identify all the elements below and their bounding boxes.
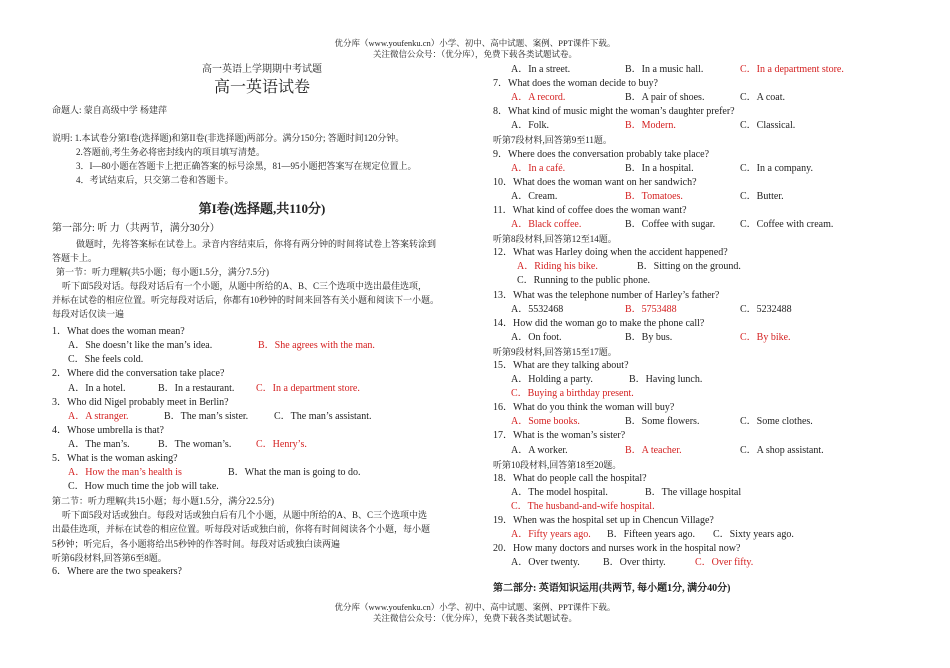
q19-option-c[interactable]: C．Sixty years ago. [713,529,794,541]
q12-option-b[interactable]: B．Sitting on the ground. [637,261,741,273]
q17-stem: 17．What is the woman’s sister? [493,430,626,442]
q18-option-a[interactable]: A．The model hospital. [511,486,608,498]
q6-option-a[interactable]: A．In a street. [511,64,571,75]
q15-option-b[interactable]: B．Having lunch. [629,374,703,386]
exam-subtitle: 高一英语上学期期中考试题 [202,64,322,75]
q5-stem: 5．What is the woman asking? [52,452,178,464]
q13-option-c[interactable]: C．5232488 [740,303,792,315]
q20-stem: 20．How many doctors and nurses work in the hospital now? [493,543,741,555]
section1-title: 第I卷(选择题,共110分) [198,201,326,217]
q10-stem: 10．What does the woman want on her sandwich? [493,176,697,188]
q19-option-a[interactable]: A．Fifty years ago. [511,529,591,541]
q13-option-a[interactable]: A．5532468 [511,303,564,315]
q10-option-b[interactable]: B．Tomatoes. [625,190,683,202]
sec2-desc-1: 听下面5段对话或独白。每段对话或独白后有几个小题，从题中所给的A、B、C三个选项中选 [62,510,428,521]
part1-title: 第一部分: 听 力（共两节，满分30分） [52,223,220,235]
sec1-desc-3: 每段对话仅读一遍 [52,309,125,320]
q20-option-c[interactable]: C．Over fifty. [695,557,754,569]
q8-stem: 8．What kind of music might the woman’s daughter prefer? [493,106,735,118]
q1-option-c[interactable]: C．She feels cold. [68,354,144,366]
exam-title: 高一英语试卷 [213,79,310,96]
q5-option-a[interactable]: A．How the man’s health is [68,467,182,479]
part2-title: 第二部分: 英语知识运用(共两节, 每小题1分, 满分40分) [493,583,731,595]
q3-stem: 3．Who did Nigel probably meet in Berlin? [52,396,229,408]
q3-option-a[interactable]: A．A stranger. [68,410,129,422]
q7-option-a[interactable]: A．A record. [511,92,566,104]
q11-option-c[interactable]: C．Coffee with cream. [740,219,834,231]
q3-option-b[interactable]: B．The man’s sister. [164,410,249,422]
q1-stem: 1．What does the woman mean? [52,326,185,338]
q5-option-c[interactable]: C．How much time the job will take. [68,481,219,493]
page-header-line2: 关注微信公众号：（优分库），免费下载各类试题试卷。 [372,49,577,59]
sec2-desc-3: 5秒钟；听完后，各小题将给出5秒钟的作答时间。每段对话或独白读两遍 [52,538,341,549]
material-8: 听第8段材料,回答第12至14题。 [493,234,617,245]
q14-stem: 14．How did the woman go to make the phone call? [493,317,705,329]
material-10: 听第10段材料,回答第18至20题。 [493,459,622,470]
q20-option-a[interactable]: A．Over twenty. [511,557,580,569]
q5-option-b[interactable]: B．What the man is going to do. [228,467,361,479]
sec1-title: 第一节：听力理解(共5小题；每小题1.5分，满分7.5分) [56,266,269,277]
q19-option-b[interactable]: B．Fifteen years ago. [607,529,696,541]
q3-option-c[interactable]: C．The man’s assistant. [274,410,372,422]
q6-option-c[interactable]: C．In a department store. [740,64,844,75]
q2-option-c[interactable]: C．In a department store. [256,382,360,394]
q13-stem: 13．What was the telephone number of Harley’s father? [493,289,720,301]
exam-note-1: 说明: 1.本试卷分第I卷(选择题)和第II卷(非选择题)两部分。满分150分; 答题时间120分钟。 [52,133,405,144]
q1-option-b[interactable]: B．She agrees with the man. [258,340,375,352]
q18-option-c[interactable]: C．The husband-and-wife hospital. [511,500,655,512]
sec2-title: 第二节：听力理解(共15小题；每小题1.5分，满分22.5分) [52,496,274,507]
q7-stem: 7．What does the woman decide to buy? [493,78,658,90]
q16-option-b[interactable]: B．Some flowers. [625,416,700,428]
q10-option-c[interactable]: C．Butter. [740,190,784,202]
q2-option-b[interactable]: B．In a restaurant. [158,382,235,394]
q2-option-a[interactable]: A．In a hotel. [68,382,126,394]
q16-option-a[interactable]: A．Some books. [511,416,580,428]
q16-option-c[interactable]: C．Some clothes. [740,416,813,428]
material-6: 听第6段材料,回答第6至8题。 [52,552,167,563]
material-9: 听第9段材料,回答第15至17题。 [493,346,617,357]
q17-option-b[interactable]: B．A teacher. [625,444,682,456]
q9-stem: 9．Where does the conversation probably take place? [493,148,710,160]
q2-stem: 2．Where did the conversation take place? [52,368,225,380]
q12-option-c[interactable]: C．Running to the public phone. [517,275,651,287]
q9-option-c[interactable]: C．In a company. [740,162,813,174]
q1-option-a[interactable]: A．She doesn’t like the man’s idea. [68,340,213,352]
q12-stem: 12．What was Harley doing when the accident happened? [493,247,728,259]
left-column [52,63,472,579]
q19-stem: 19．When was the hospital set up in Chencun Village? [493,515,714,526]
q9-option-b[interactable]: B．In a hospital. [625,162,694,174]
q12-option-a[interactable]: A．Riding his bike. [517,261,598,273]
q16-stem: 16．What do you think the woman will buy? [493,402,675,414]
q10-option-a[interactable]: A．Cream. [511,190,558,202]
part1-desc-2: 答题卡上。 [52,252,98,263]
exam-note-2: 2.答题前,考生务必将密封线内的项目填写清楚。 [76,147,266,158]
q14-option-c[interactable]: C．By bike. [740,331,791,343]
q15-option-c[interactable]: C．Buying a birthday present. [511,388,634,400]
q15-stem: 15．What are they talking about? [493,359,629,371]
q13-option-b[interactable]: B．5753488 [625,303,677,315]
exam-author: 命题人: 蒙自高级中学 杨建萍 [52,105,168,115]
sec1-desc-2: 并标在试卷的相应位置。听完每段对话后，你都有10秒钟的时间来回答有关小题和阅读下一小题。 [52,294,440,305]
q11-option-a[interactable]: A．Black coffee. [511,219,582,231]
sec2-desc-2: 出最佳选项，并标在试卷的相应位置。听每段对话或独白前，你将有时间阅读各个小题，每小题 [52,524,431,535]
page-footer-line2: 关注微信公众号：（优分库），免费下载各类试题试卷。 [372,613,577,623]
q4-option-b[interactable]: B．The woman’s. [158,438,232,450]
q6-stem: 6．Where are the two speakers? [52,565,182,577]
page-footer-line1: 优分库（www.youfenku.cn）小学、初中、高中试题、案例、PPT课件下载。 [334,602,616,612]
q17-option-c[interactable]: C．A shop assistant. [740,444,824,456]
q15-option-a[interactable]: A．Holding a party. [511,374,593,386]
sec1-desc-1: 听下面5段对话。每段对话后有一个小题，从题中所给的A、B、C三个选项中选出最佳选项， [62,280,428,291]
q8-option-a[interactable]: A．Folk. [511,120,550,132]
q7-option-b[interactable]: B．A pair of shoes. [625,92,705,104]
q6-option-b[interactable]: B．In a music hall. [625,64,704,75]
q11-option-b[interactable]: B．Coffee with sugar. [625,219,716,231]
right-column [493,63,913,596]
q4-stem: 4．Whose umbrella is that? [52,424,164,436]
q14-option-b[interactable]: B．By bus. [625,331,673,343]
q20-option-b[interactable]: B．Over thirty. [603,557,666,569]
q17-option-a[interactable]: A．A worker. [511,444,568,456]
q14-option-a[interactable]: A．On foot. [511,331,562,343]
q9-option-a[interactable]: A．In a café. [511,162,566,174]
exam-note-3: 3．I—80小题在答题卡上把正确答案的标号涂黑，81—95小题把答案写在规定位置上。 [76,161,417,172]
q8-option-c[interactable]: C．Classical. [740,120,796,132]
q4-option-c[interactable]: C．Henry’s. [256,438,307,450]
material-7: 听第7段材料,回答第9至11题。 [493,135,612,146]
page-header-line1: 优分库（www.youfenku.cn）小学、初中、高中试题、案例、PPT课件下载。 [334,38,616,48]
q18-option-b[interactable]: B．The village hospital [645,486,742,498]
exam-note-4: 4．考试结束后，只交第二卷和答题卡。 [76,175,234,186]
q8-option-b[interactable]: B．Modern. [625,120,676,132]
q4-option-a[interactable]: A．The man’s. [68,438,130,450]
q7-option-c[interactable]: C．A coat. [740,92,785,104]
q11-stem: 11．What kind of coffee does the woman want? [493,204,687,216]
part1-desc-1: 做题时，先将答案标在试卷上。录音内容结束后，你将有两分钟的时间将试卷上答案转涂到 [76,238,437,249]
q1-options [52,339,472,353]
q18-stem: 18．What do people call the hospital? [493,472,647,484]
